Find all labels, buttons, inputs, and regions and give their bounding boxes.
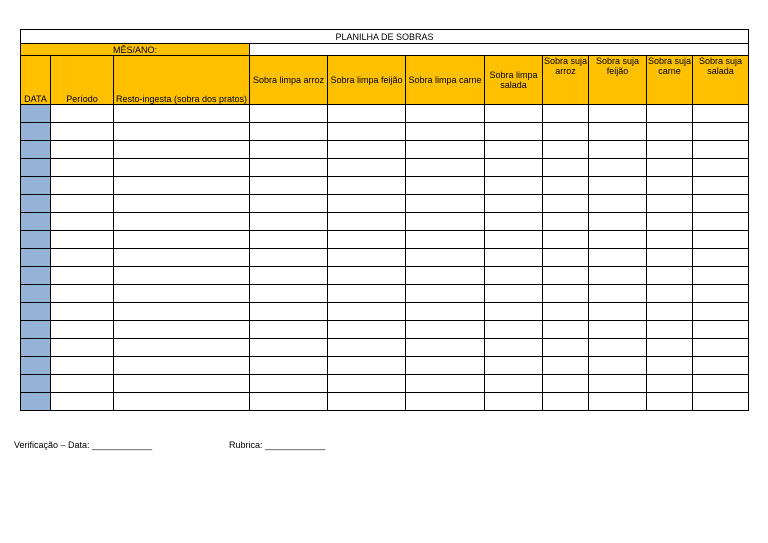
table-cell[interactable]: [693, 159, 749, 177]
date-cell[interactable]: [21, 141, 51, 159]
table-cell[interactable]: [250, 195, 328, 213]
table-cell[interactable]: [485, 231, 543, 249]
table-cell[interactable]: [589, 249, 647, 267]
table-cell[interactable]: [543, 195, 589, 213]
table-cell[interactable]: [114, 105, 250, 123]
date-cell[interactable]: [21, 159, 51, 177]
table-cell[interactable]: [693, 249, 749, 267]
table-cell[interactable]: [406, 159, 485, 177]
table-cell[interactable]: [647, 357, 693, 375]
table-cell[interactable]: [250, 123, 328, 141]
table-cell[interactable]: [543, 321, 589, 339]
table-cell[interactable]: [406, 357, 485, 375]
table-cell[interactable]: [647, 213, 693, 231]
table-cell[interactable]: [114, 267, 250, 285]
table-cell[interactable]: [543, 177, 589, 195]
table-cell[interactable]: [250, 303, 328, 321]
table-cell[interactable]: [114, 303, 250, 321]
table-cell[interactable]: [693, 141, 749, 159]
table-row: [21, 357, 749, 375]
date-cell[interactable]: [21, 177, 51, 195]
verification-date-line: Verificação – Data: ____________: [14, 440, 153, 450]
table-cell[interactable]: [51, 159, 114, 177]
sheet-title: PLANILHA DE SOBRAS: [21, 30, 749, 44]
table-cell[interactable]: [328, 105, 406, 123]
table-cell[interactable]: [589, 231, 647, 249]
table-cell[interactable]: [485, 141, 543, 159]
table-cell[interactable]: [485, 357, 543, 375]
table-cell[interactable]: [406, 123, 485, 141]
column-header: Sobra suja arroz: [543, 56, 589, 105]
table-cell[interactable]: [328, 393, 406, 411]
table-cell[interactable]: [406, 393, 485, 411]
date-cell[interactable]: [21, 303, 51, 321]
table-cell[interactable]: [114, 321, 250, 339]
table-cell[interactable]: [485, 321, 543, 339]
table-cell[interactable]: [406, 141, 485, 159]
table-cell[interactable]: [328, 375, 406, 393]
table-cell[interactable]: [647, 321, 693, 339]
table-cell[interactable]: [693, 177, 749, 195]
table-cell[interactable]: [693, 231, 749, 249]
table-cell[interactable]: [647, 231, 693, 249]
table-cell[interactable]: [114, 159, 250, 177]
table-cell[interactable]: [114, 285, 250, 303]
table-cell[interactable]: [693, 195, 749, 213]
table-cell[interactable]: [647, 267, 693, 285]
column-header: Sobra limpa salada: [485, 56, 543, 105]
table-cell[interactable]: [543, 141, 589, 159]
table-cell[interactable]: [114, 357, 250, 375]
table-cell[interactable]: [114, 123, 250, 141]
date-cell[interactable]: [21, 213, 51, 231]
date-cell[interactable]: [21, 105, 51, 123]
column-header-row: [21, 56, 749, 105]
table-cell[interactable]: [114, 249, 250, 267]
table-cell[interactable]: [693, 123, 749, 141]
table-row: [21, 249, 749, 267]
table-cell[interactable]: [589, 159, 647, 177]
table-cell[interactable]: [693, 357, 749, 375]
table-cell[interactable]: [647, 123, 693, 141]
table-cell[interactable]: [543, 231, 589, 249]
table-cell[interactable]: [406, 339, 485, 357]
table-row: [21, 339, 749, 357]
table-cell[interactable]: [250, 375, 328, 393]
table-cell[interactable]: [51, 213, 114, 231]
table-row: [21, 123, 749, 141]
table-cell[interactable]: [485, 303, 543, 321]
table-cell[interactable]: [589, 141, 647, 159]
table-cell[interactable]: [543, 213, 589, 231]
table-cell[interactable]: [51, 195, 114, 213]
table-cell[interactable]: [485, 177, 543, 195]
date-cell[interactable]: [21, 393, 51, 411]
column-header: Sobra suja feijão: [589, 56, 647, 105]
column-header: Resto-ingesta (sobra dos pratos): [114, 56, 250, 105]
column-header: Período: [51, 56, 114, 105]
table-cell[interactable]: [51, 375, 114, 393]
table-cell[interactable]: [543, 303, 589, 321]
table-cell[interactable]: [51, 231, 114, 249]
table-cell[interactable]: [589, 195, 647, 213]
table-cell[interactable]: [114, 231, 250, 249]
table-cell[interactable]: [485, 267, 543, 285]
date-cell[interactable]: [21, 357, 51, 375]
table-cell[interactable]: [328, 231, 406, 249]
table-cell[interactable]: [543, 357, 589, 375]
table-cell[interactable]: [543, 105, 589, 123]
table-cell[interactable]: [647, 249, 693, 267]
table-cell[interactable]: [328, 177, 406, 195]
table-cell[interactable]: [543, 267, 589, 285]
table-cell[interactable]: [543, 339, 589, 357]
table-cell[interactable]: [328, 159, 406, 177]
column-header: DATA: [21, 56, 51, 105]
table-cell[interactable]: [328, 213, 406, 231]
table-cell[interactable]: [485, 249, 543, 267]
table-cell[interactable]: [328, 267, 406, 285]
table-cell[interactable]: [250, 177, 328, 195]
table-cell[interactable]: [250, 231, 328, 249]
table-cell[interactable]: [693, 303, 749, 321]
table-cell[interactable]: [328, 249, 406, 267]
table-cell[interactable]: [589, 177, 647, 195]
table-cell[interactable]: [543, 249, 589, 267]
table-cell[interactable]: [693, 285, 749, 303]
table-cell[interactable]: [51, 339, 114, 357]
table-cell[interactable]: [485, 123, 543, 141]
table-cell[interactable]: [647, 141, 693, 159]
signature-line: Rubrica: ____________: [229, 440, 326, 450]
table-cell[interactable]: [485, 285, 543, 303]
table-cell[interactable]: [51, 393, 114, 411]
table-cell[interactable]: [647, 339, 693, 357]
table-cell[interactable]: [51, 123, 114, 141]
table-cell[interactable]: [328, 141, 406, 159]
table-cell[interactable]: [485, 393, 543, 411]
table-cell[interactable]: [114, 177, 250, 195]
table-cell[interactable]: [250, 213, 328, 231]
table-cell[interactable]: [543, 375, 589, 393]
table-cell[interactable]: [51, 267, 114, 285]
table-cell[interactable]: [647, 303, 693, 321]
table-row: [21, 105, 749, 123]
table-cell[interactable]: [485, 213, 543, 231]
month-year-input[interactable]: [250, 44, 749, 56]
table-cell[interactable]: [589, 123, 647, 141]
table-cell[interactable]: [589, 267, 647, 285]
date-cell[interactable]: [21, 339, 51, 357]
table-cell[interactable]: [647, 393, 693, 411]
table-cell[interactable]: [328, 339, 406, 357]
table-cell[interactable]: [328, 123, 406, 141]
table-cell[interactable]: [250, 249, 328, 267]
date-cell[interactable]: [21, 267, 51, 285]
leftovers-spreadsheet: [20, 29, 749, 411]
table-cell[interactable]: [693, 213, 749, 231]
table-row: [21, 375, 749, 393]
date-cell[interactable]: [21, 195, 51, 213]
table-cell[interactable]: [114, 195, 250, 213]
table-cell[interactable]: [406, 105, 485, 123]
table-cell[interactable]: [328, 303, 406, 321]
table-cell[interactable]: [328, 195, 406, 213]
table-row: [21, 393, 749, 411]
table-cell[interactable]: [250, 285, 328, 303]
table-cell[interactable]: [589, 375, 647, 393]
table-cell[interactable]: [693, 393, 749, 411]
table-cell[interactable]: [589, 285, 647, 303]
column-header: Sobra limpa carne: [406, 56, 485, 105]
table-cell[interactable]: [647, 285, 693, 303]
table-row: [21, 213, 749, 231]
table-cell[interactable]: [406, 303, 485, 321]
date-cell[interactable]: [21, 231, 51, 249]
table-cell[interactable]: [543, 393, 589, 411]
column-header: Sobra suja salada: [693, 56, 749, 105]
date-cell[interactable]: [21, 123, 51, 141]
table-cell[interactable]: [485, 195, 543, 213]
table-cell[interactable]: [485, 339, 543, 357]
table-cell[interactable]: [589, 303, 647, 321]
table-cell[interactable]: [406, 249, 485, 267]
table-cell[interactable]: [328, 285, 406, 303]
table-cell[interactable]: [250, 357, 328, 375]
table-cell[interactable]: [406, 213, 485, 231]
table-cell[interactable]: [328, 357, 406, 375]
table-cell[interactable]: [647, 195, 693, 213]
date-cell[interactable]: [21, 375, 51, 393]
table-cell[interactable]: [406, 231, 485, 249]
table-cell[interactable]: [250, 141, 328, 159]
table-cell[interactable]: [406, 267, 485, 285]
table-cell[interactable]: [328, 321, 406, 339]
table-cell[interactable]: [114, 213, 250, 231]
table-cell[interactable]: [250, 267, 328, 285]
table-cell[interactable]: [693, 321, 749, 339]
table-cell[interactable]: [406, 321, 485, 339]
table-row: [21, 321, 749, 339]
table-cell[interactable]: [543, 123, 589, 141]
table-cell[interactable]: [589, 105, 647, 123]
table-cell[interactable]: [250, 339, 328, 357]
table-cell[interactable]: [647, 375, 693, 393]
table-cell[interactable]: [51, 357, 114, 375]
table-cell[interactable]: [51, 105, 114, 123]
table-cell[interactable]: [250, 321, 328, 339]
table-row: [21, 159, 749, 177]
date-cell[interactable]: [21, 249, 51, 267]
table-cell[interactable]: [647, 105, 693, 123]
table-cell[interactable]: [647, 159, 693, 177]
table-cell[interactable]: [114, 339, 250, 357]
table-row: [21, 177, 749, 195]
table-cell[interactable]: [406, 195, 485, 213]
date-cell[interactable]: [21, 321, 51, 339]
table-cell[interactable]: [589, 321, 647, 339]
table-cell[interactable]: [51, 303, 114, 321]
table-row: [21, 267, 749, 285]
table-cell[interactable]: [51, 285, 114, 303]
table-row: [21, 195, 749, 213]
table-cell[interactable]: [406, 177, 485, 195]
table-cell[interactable]: [51, 321, 114, 339]
table-cell[interactable]: [250, 393, 328, 411]
table-cell[interactable]: [543, 285, 589, 303]
table-cell[interactable]: [51, 249, 114, 267]
table-cell[interactable]: [51, 141, 114, 159]
table-row: [21, 303, 749, 321]
table-cell[interactable]: [693, 339, 749, 357]
table-row: [21, 141, 749, 159]
column-header: Sobra limpa arroz: [250, 56, 328, 105]
month-year-label: MÊS/ANO:: [21, 44, 250, 56]
table-cell[interactable]: [693, 375, 749, 393]
table-cell[interactable]: [589, 393, 647, 411]
table-row: [21, 285, 749, 303]
table-cell[interactable]: [543, 159, 589, 177]
table-cell[interactable]: [589, 357, 647, 375]
table-cell[interactable]: [51, 177, 114, 195]
table-cell[interactable]: [485, 375, 543, 393]
table-row: [21, 231, 749, 249]
table-cell[interactable]: [693, 267, 749, 285]
table-cell[interactable]: [485, 105, 543, 123]
table-cell[interactable]: [114, 141, 250, 159]
table-cell[interactable]: [485, 159, 543, 177]
table-cell[interactable]: [693, 105, 749, 123]
table-cell[interactable]: [406, 285, 485, 303]
table-cell[interactable]: [114, 375, 250, 393]
table-cell[interactable]: [250, 105, 328, 123]
table-cell[interactable]: [406, 375, 485, 393]
table-cell[interactable]: [589, 213, 647, 231]
column-header: Sobra suja carne: [647, 56, 693, 105]
table-cell[interactable]: [647, 177, 693, 195]
date-cell[interactable]: [21, 285, 51, 303]
table-cell[interactable]: [250, 159, 328, 177]
table-cell[interactable]: [114, 393, 250, 411]
column-header: Sobra limpa feijão: [328, 56, 406, 105]
table-cell[interactable]: [589, 339, 647, 357]
